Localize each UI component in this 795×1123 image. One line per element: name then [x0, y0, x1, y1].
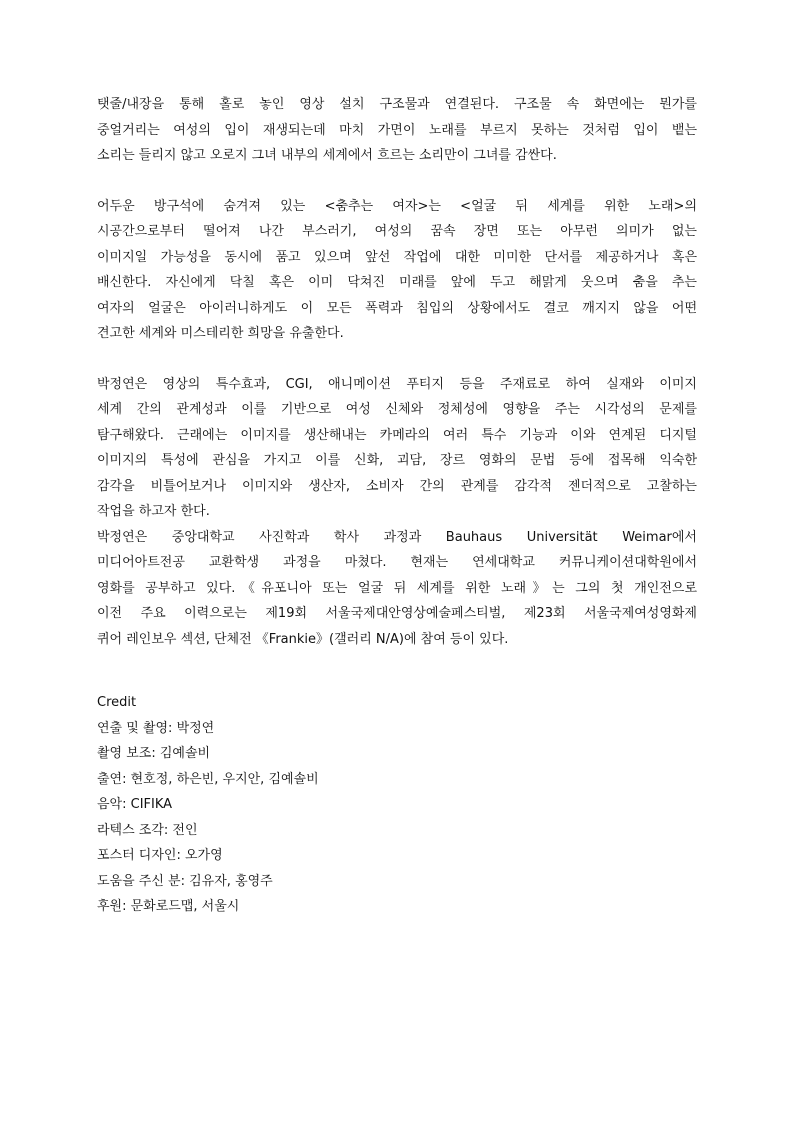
credit-line: 연출 및 촬영: 박정연: [97, 720, 215, 736]
document-page: [97, 92, 697, 920]
text-line: 어두운 방구석에 숨겨져 있는 <춤추는 여자>는 <얼굴 뒤 세계를 위한 노래>의: [97, 198, 697, 214]
credit-line: 음악: CIFIKA: [97, 797, 173, 812]
text-line: 감각을 비틀어보거나 이미지와 생산자, 소비자 간의 관계를 감각적 젠더적으로 고찰하는: [97, 478, 697, 494]
text-line: 이미지일 가능성을 동시에 품고 있으며 앞선 작업에 대한 미미한 단서를 제공하거나 혹은: [97, 249, 697, 265]
credit-section: [97, 690, 697, 920]
paragraph-artist-bio: [97, 525, 697, 653]
paragraph-installation: [97, 92, 697, 169]
paragraph-dancing-woman: [97, 194, 697, 347]
credit-line: 도움을 주신 분: 김유자, 홍영주: [97, 873, 273, 889]
text-line: 소리는 들리지 않고 오로지 그녀 내부의 세계에서 흐르는 소리만이 그녀를 감싼다.: [97, 148, 557, 163]
credit-line: 라텍스 조각: 전인: [97, 822, 198, 838]
credit-line: 출연: 현호정, 하은빈, 우지안, 김예솔비: [97, 771, 319, 787]
credit-line: 후원: 문화로드맵, 서울시: [97, 899, 240, 914]
text-line: 중얼거리는 여성의 입이 재생되는데 마치 가면이 노래를 부르지 못하는 것처럼 입이 뱉는: [97, 122, 697, 138]
text-line: 박정연은 영상의 특수효과, CGI, 애니메이션 푸티지 등을 주재료로 하여 실재와 이미지: [97, 376, 697, 392]
credit-line: 촬영 보조: 김예솔비: [97, 746, 211, 761]
text-line: 탯줄/내장을 통해 홀로 놓인 영상 설치 구조물과 연결된다. 구조물 속 화면에는 뭔가를: [97, 97, 697, 112]
text-line: 세계 간의 관계성과 이를 기반으로 여성 신체와 정체성에 영향을 주는 시각성의 문제를: [97, 402, 697, 417]
text-line: 여자의 얼굴은 아이러니하게도 이 모든 폭력과 침입의 상황에서도 결코 깨지지 않을 어떤: [97, 300, 697, 316]
text-line: 작업을 하고자 한다.: [97, 504, 210, 519]
text-line: 탐구해왔다. 근래에는 이미지를 생산해내는 카메라의 여러 특수 기능과 이와 연계된 디지털: [97, 427, 697, 443]
text-line: 이전 주요 이력으로는 제19회 서울국제대안영상예술페스티벌, 제23회 서울국제여성영화제: [97, 606, 697, 621]
text-line: 배신한다. 자신에게 닥칠 혹은 이미 닥쳐진 미래를 앞에 두고 해맑게 웃으며 춤을 추는: [97, 275, 697, 290]
paragraph-artist-practice: [97, 372, 697, 525]
credit-line: 포스터 디자인: 오가영: [97, 848, 223, 863]
text-line: 견고한 세계와 미스테리한 희망을 유출한다.: [97, 326, 344, 341]
text-line: 영화를 공부하고 있다.《유포니아 또는 얼굴 뒤 세계를 위한 노래》는 그의 첫 개인전으로: [97, 580, 697, 596]
text-line: 시공간으로부터 떨어져 나간 부스러기, 여성의 꿈속 장면 또는 아무런 의미가 없는: [97, 224, 697, 239]
text-line: 미디어아트전공 교환학생 과정을 마쳤다. 현재는 연세대학교 커뮤니케이션대학원에서: [97, 555, 697, 570]
text-line: 박정연은 중앙대학교 사진학과 학사 과정과 Bauhaus Universität Weimar에서: [97, 529, 697, 545]
credit-title: Credit: [97, 695, 137, 710]
text-line: 퀴어 레인보우 섹션, 단체전 《Frankie》(갤러리 N/A)에 참여 등이 있다.: [97, 631, 509, 647]
text-line: 이미지의 특성에 관심을 가지고 이를 신화, 괴담, 장르 영화의 문법 등에 접목해 익숙한: [97, 453, 697, 468]
